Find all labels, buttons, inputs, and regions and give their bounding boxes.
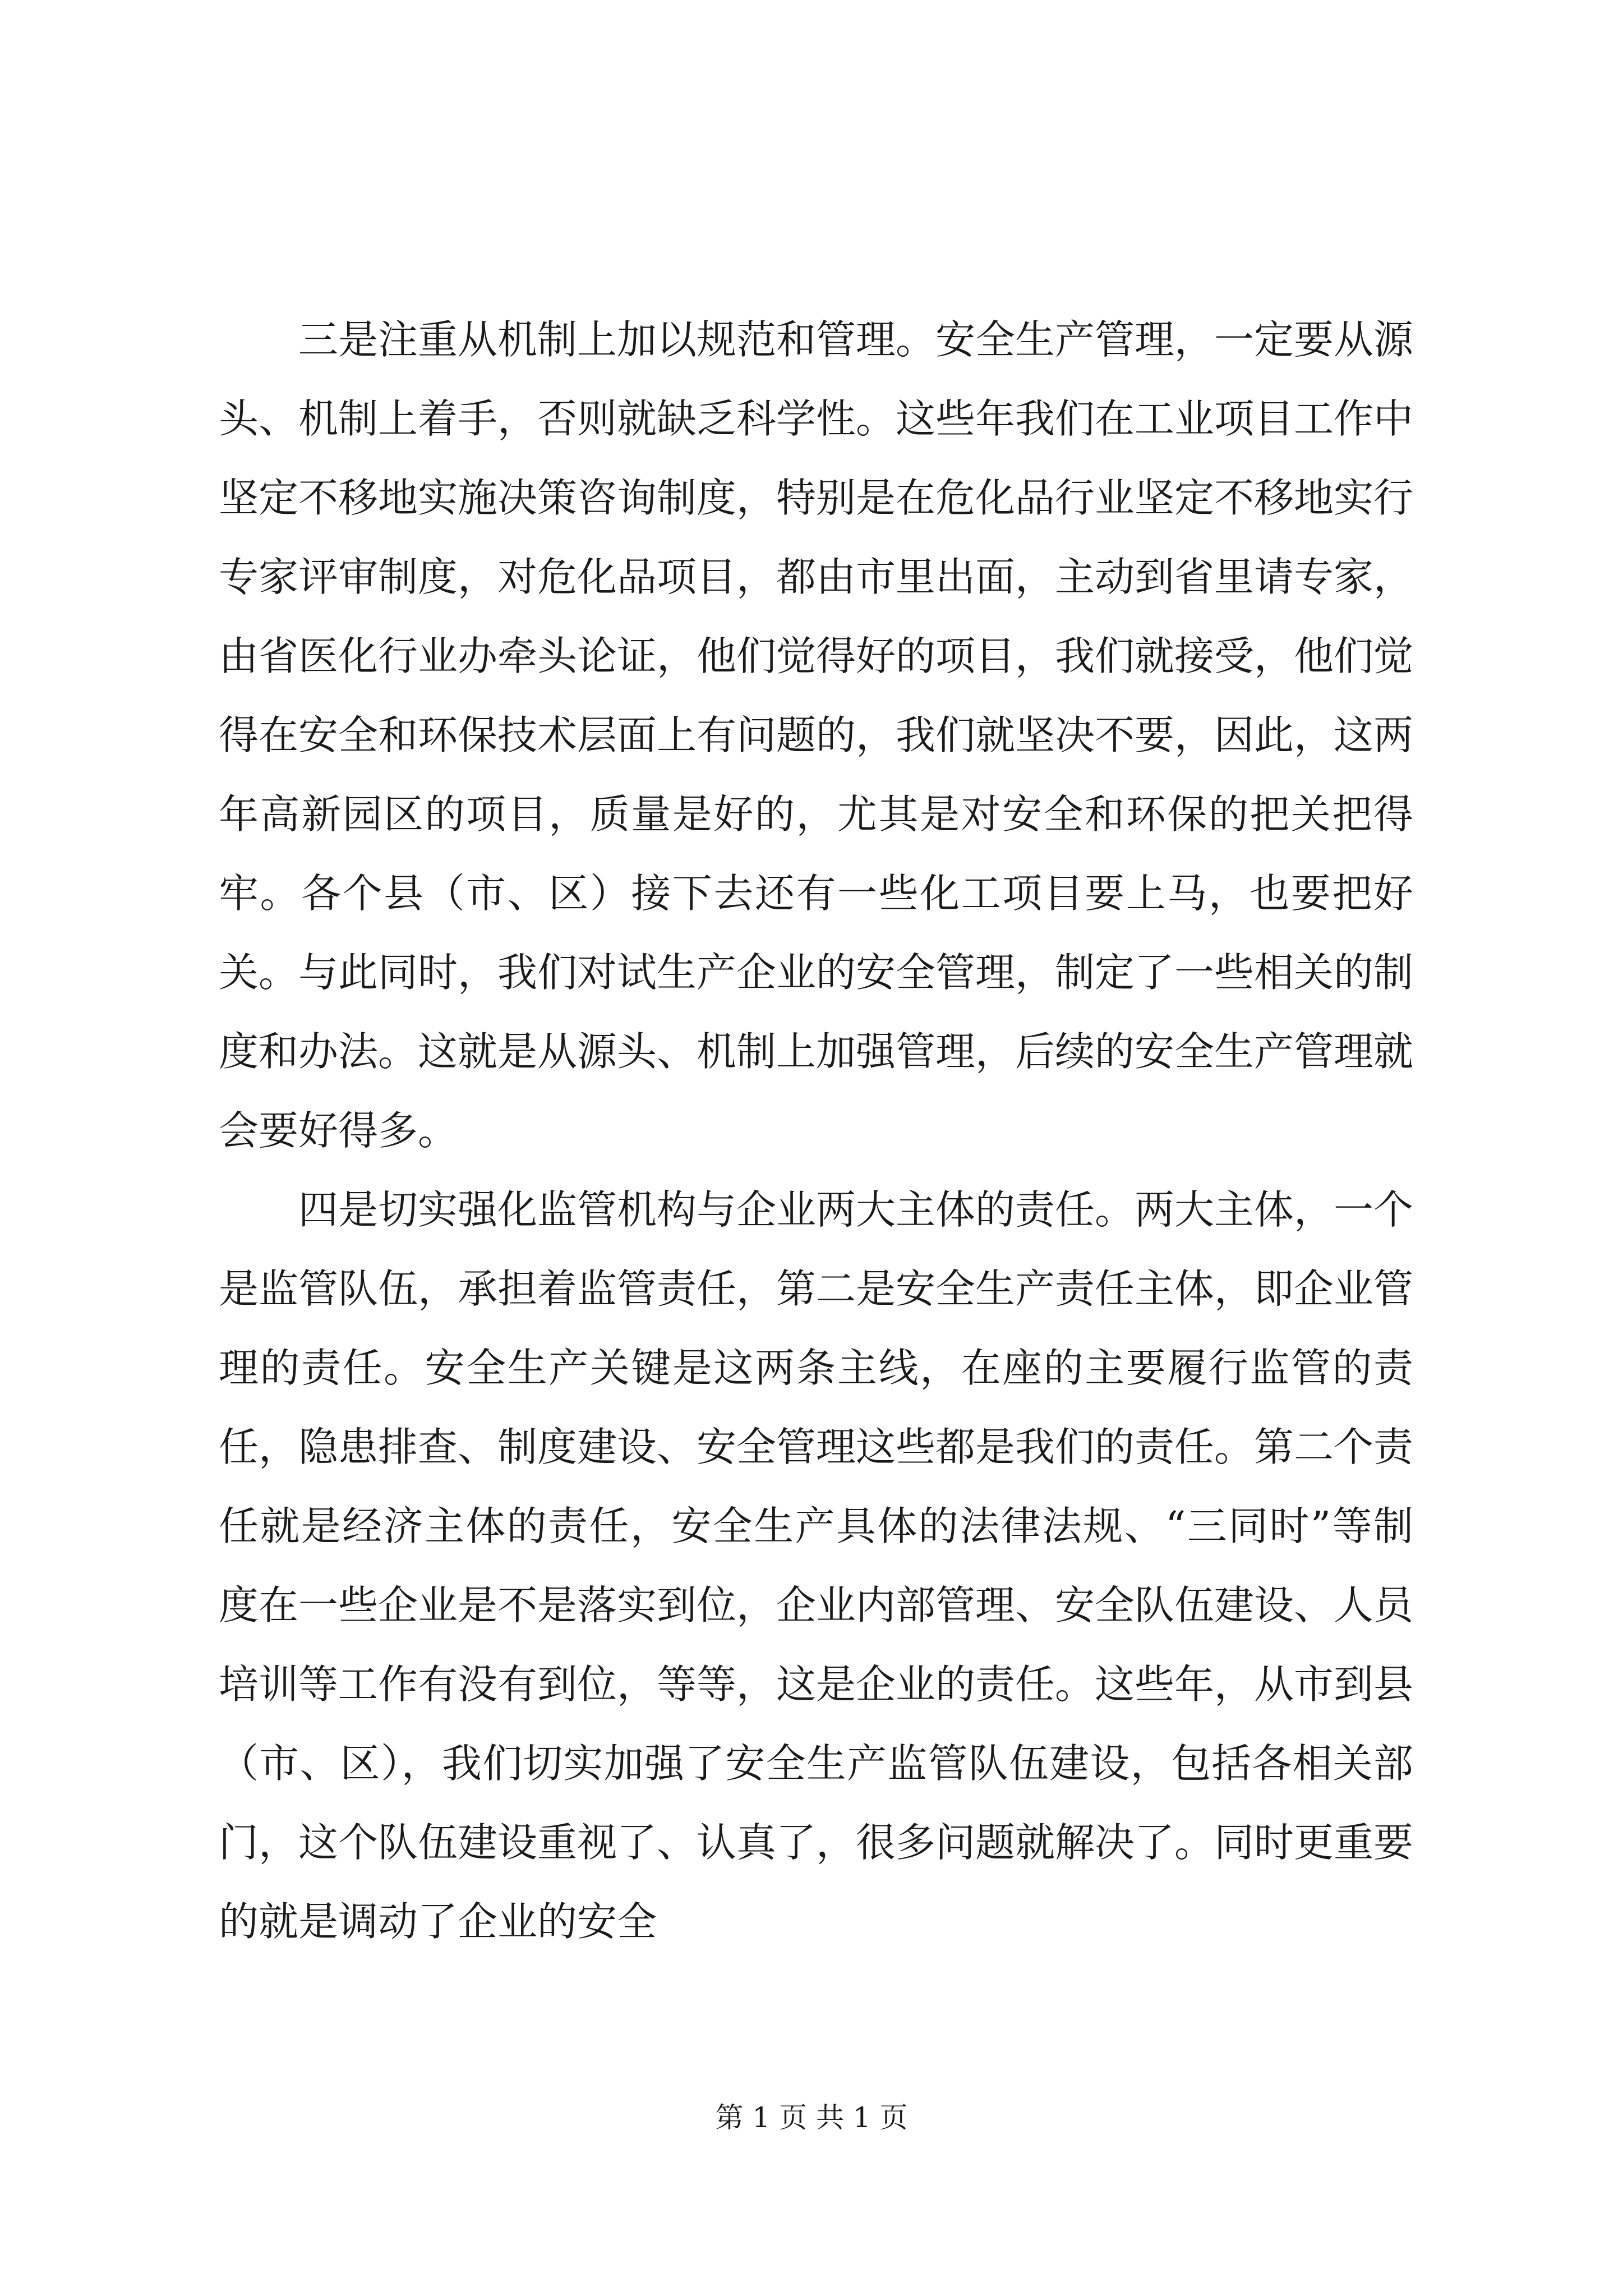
paragraph-mechanism: 三是注重从机制上加以规范和管理。安全生产管理，一定要从源头、机制上着手，否则就缺乏科学性。这些年我们在工业项目工作中坚定不移地实施决策咨询制度，特别是在危化品行业坚定不移地实行专家评审制度，对危化品项目，都由市里出面，主动到省里请专家，由省医化行业办牵头论证，他们觉得好的项目，我们就接受，他们觉得在安全和环保技术层面上有问题的，我们就坚决不要，因此，这两年高新园区的项目，质量是好的，尤其是对安全和环保的把关把得牢。各个县（市、区）接下去还有一些化工项目要上马，也要把好关。与此同时，我们对试生产企业的安全管理，制定了一些相关的制度和办法。这就是从源头、机制上加强管理，后续的安全生产管理就会要好得多。 [219, 316, 1414, 1154]
paragraph-responsibility: 四是切实强化监管机构与企业两大主体的责任。两大主体，一个是监管队伍，承担着监管责任，第二是安全生产责任主体，即企业管理的责任。安全生产关键是这两条主线，在座的主要履行监管的责任，隐患排查、制度建设、安全管理这些都是我们的责任。第二个责任就是经济主体的责任，安全生产具体的法律法规、“三同时”等制度在一些企业是不是落实到位，企业内部管理、安全队伍建设、人员培训等工作有没有到位，等等，这是企业的责任。这些年，从市到县（市、区），我们切实加强了安全生产监管队伍建设，包括各相关部门，这个队伍建设重视了、认真了，很多问题就解决了。同时更重要的就是调动了企业的安全 [219, 1186, 1414, 1945]
document-body [219, 300, 1413, 1961]
page-footer: 第 1 页 共 1 页 [715, 2101, 908, 2134]
